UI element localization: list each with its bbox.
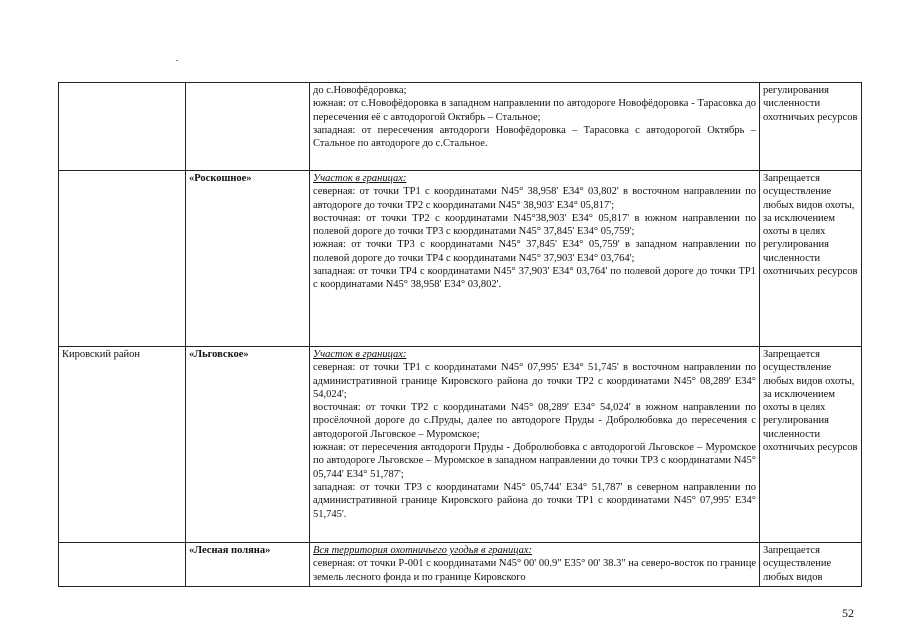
boundary-heading: Участок в границах: (313, 349, 407, 360)
boundary-description (310, 543, 760, 587)
boundary-description (310, 347, 760, 543)
district-cell (59, 171, 186, 347)
boundary-line: восточная: от точки ТР2 с координатами N45°38,903' E34° 05,817' в южном направлении по полевой дороге до точки ТР3 с координатами N45° 37,845' E34° 05,759'; (313, 212, 756, 238)
boundary-line: западная: от точки ТР4 с координатами N45° 37,903' E34° 03,764' по полевой дороге до точки ТР1 с координатами N45° 38,958' E34° 03,802'. (313, 266, 756, 291)
restriction-note: Запрещается осуществление любых видов (760, 543, 862, 587)
boundary-line: северная: от точки ТР1 с координатами N45° 07,995' E34° 51,745' в восточном направлении по административной границе Кировского района до точки ТР2 с координатами N45° 08,289' E34° 54,024'; (313, 362, 756, 400)
hunting-grounds-table (58, 82, 862, 587)
area-name-cell: «Лесная поляна» (186, 543, 310, 587)
boundary-line: северная: от точки ТР1 с координатами N45° 38,958' E34° 03,802' в восточном направлении по автодороге до точки ТР2 с координатами N45° 38,903' E34° 05,817'; (313, 186, 756, 211)
boundary-line: западная: от пересечения автодороги Новофёдоровка – Тарасовка с автодорогой Октябрь – Стальное по автодороге до с.Стальное. (313, 124, 756, 150)
area-name-cell: «Роскошное» (186, 171, 310, 347)
boundary-heading: Вся территория охотничьего угодья в границах: (313, 545, 533, 556)
district-cell (59, 543, 186, 587)
boundary-description (310, 171, 760, 347)
table-row (59, 83, 862, 171)
boundary-line: восточная: от точки ТР2 с координатами N45° 08,289' E34° 54,024' в южном направлении по просёлочной дороге до с.Пруды, далее по автодороге Пруды - Добролюбовка до пересечения с автодорогой Льговское – Муромское; (313, 402, 756, 440)
area-name-cell (186, 83, 310, 171)
boundary-heading: Участок в границах: (313, 173, 407, 184)
restriction-note: регулирования численности охотничьих ресурсов (760, 83, 862, 171)
boundary-description (310, 83, 760, 171)
scan-speck (176, 60, 178, 61)
district-cell (59, 83, 186, 171)
boundary-line: западная: от точки ТР3 с координатами N45° 05,744' E34° 51,787' в северном направлении по административной границе Кировского района до точки ТР1 с координатами N45° 07,995' E34° 51,745'. (313, 481, 756, 520)
boundary-line: южная: от точки ТР3 с координатами N45° 37,845' E34° 05,759' в западном направлении по полевой дороге до точки ТР4 с координатами N45° 37,903' E34° 03,764'; (313, 239, 756, 264)
restriction-note: Запрещается осуществление любых видов охоты, за исключением охоты в целях регулирования численности охотничьих ресурсов (760, 171, 862, 347)
district-cell: Кировский район (59, 347, 186, 543)
boundary-line: южная: от с.Новофёдоровка в западном направлении по автодороге Новофёдоровка - Тарасовка до пересечения её с автодорогой Октябрь – Стальное; (313, 98, 756, 123)
table-row (59, 347, 862, 543)
boundary-line: до с.Новофёдоровка; (313, 85, 407, 96)
table-row (59, 543, 862, 587)
area-name-cell: «Льговское» (186, 347, 310, 543)
table-row (59, 171, 862, 347)
boundary-line: южная: от пересечения автодороги Пруды - Добролюбовка с автодорогой Льговское – Муромское по автодороге Льговское – Муромское в западном направлении до точки ТР3 с координатами N45° 05,744' E34° 51,787'; (313, 442, 756, 480)
boundary-line: северная: от точки Р-001 с координатами N45° 00' 00.9" E35° 00' 38.3" на северо-восток по границе земель лесного фонда и по границе Кировского (313, 558, 756, 583)
restriction-note: Запрещается осуществление любых видов охоты, за исключением охоты в целях регулирования численности охотничьих ресурсов (760, 347, 862, 543)
page-number: 52 (842, 606, 854, 620)
